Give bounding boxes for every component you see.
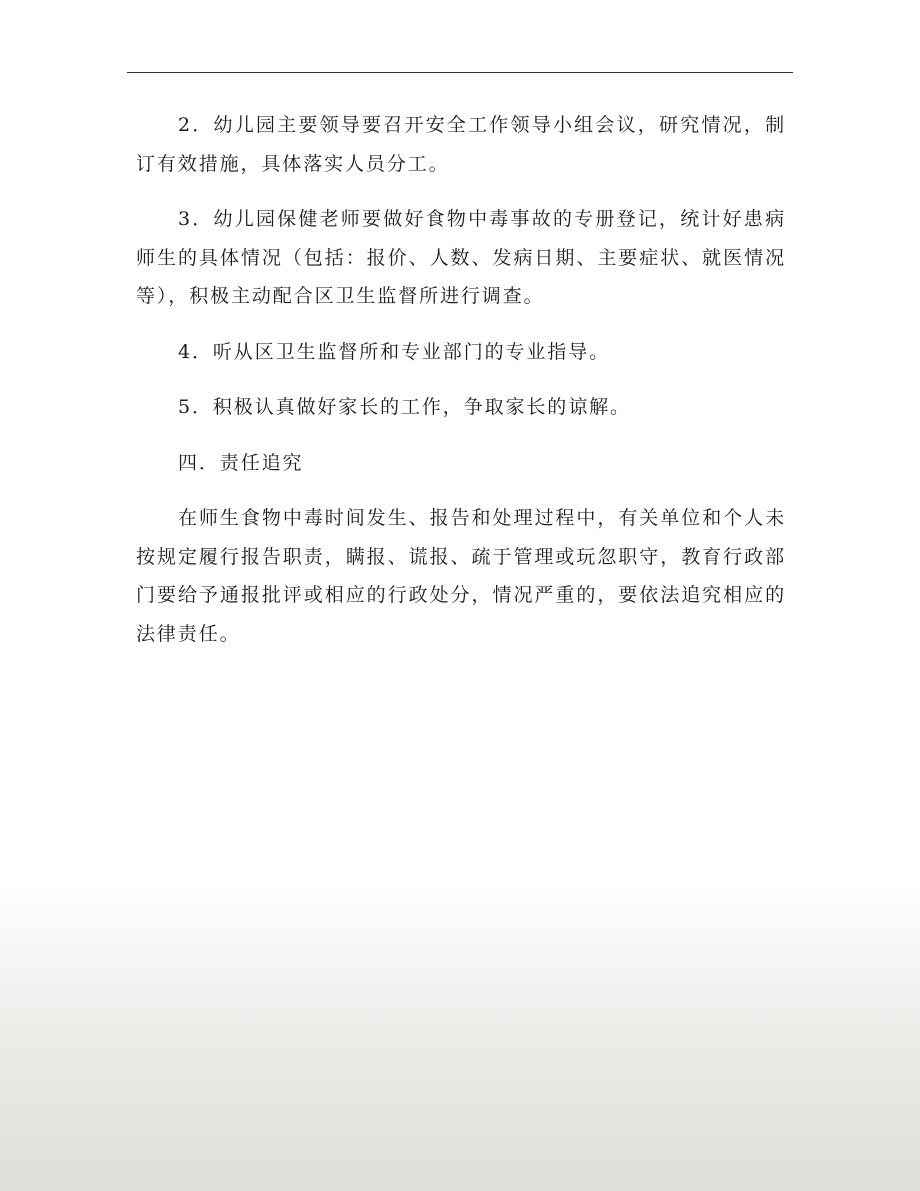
paragraph-accountability: 在师生食物中毒时间发生、报告和处理过程中，有关单位和个人未按规定履行报告职责，瞒报、谎报、疏于管理或玩忽职守，教育行政部门要给予通报批评或相应的行政处分，情况严重的，要依法追究相应的法律责任。: [136, 507, 786, 645]
paragraph-item-2: 2．幼儿园主要领导要召开安全工作领导小组会议，研究情况，制订有效措施，具体落实人员分工。: [136, 114, 786, 175]
paragraph-item-4: 4．听从区卫生监督所和专业部门的专业指导。: [178, 340, 610, 363]
header-rule: [127, 72, 793, 73]
paragraph-item-5: 5．积极认真做好家长的工作，争取家长的谅解。: [178, 396, 631, 418]
section-heading: 四．责任追究: [178, 451, 304, 474]
paragraph-item-3: 3．幼儿园保健老师要做好食物中毒事故的专册登记，统计好患病师生的具体情况（包括：报价、人数、发病日期、主要症状、就医情况等），积极主动配合区卫生监督所进行调查。: [136, 208, 786, 307]
document-body: [136, 106, 786, 670]
